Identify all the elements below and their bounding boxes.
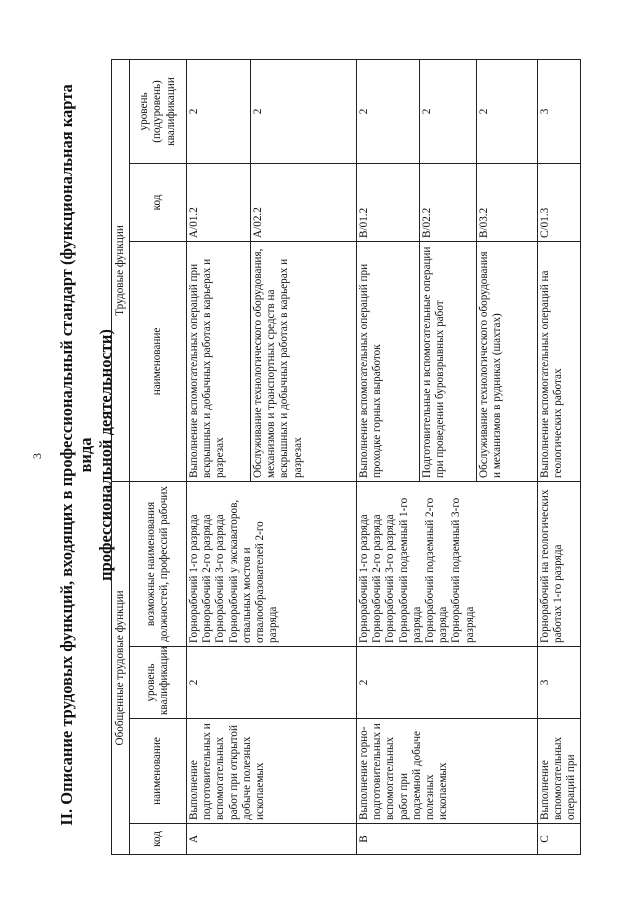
row-a-function-2-name: Обслуживание технологического оборудования, механизмов и транспортных средств на вскрышных и добычных работах в карьерах и разрезах (251, 241, 357, 481)
header-level: уровень квалификации (130, 647, 187, 719)
header-function-name: наименование (130, 241, 187, 481)
row-b-function-1-code: B/01.2 (357, 163, 420, 241)
header-function-level: уровень (подуровень) квалификации (130, 59, 187, 163)
header-function-code: код (130, 163, 187, 241)
row-b-code: B (357, 824, 538, 855)
row-b-function-3-name: Обслуживание технологического оборудования и механизмов в рудниках (шахтах) (477, 241, 538, 481)
header-labor-functions: Трудовые функции (112, 59, 130, 481)
row-b-function-3-code: B/03.2 (477, 163, 538, 241)
row-c-function-1-name: Выполнение вспомогательных операций на геологических работах (538, 241, 581, 481)
row-b-function-2-level: 2 (420, 59, 477, 163)
row-c-level: 3 (538, 647, 581, 719)
row-c-function-1-code: C/01.3 (538, 163, 581, 241)
row-b-positions: Горнорабочий 1-го разряда Горнорабочий 2-го разряда Горнорабочий 3-го разряда Горнорабочий подземный 1-го разряда Горнорабочий подземный 2-го разряда Горнорабочий подземный 3-го разряда (357, 481, 538, 646)
header-positions: возможные наименования должностей, профессий рабочих (130, 481, 187, 646)
row-a-function-2-code: A/02.2 (251, 163, 357, 241)
section-title (57, 65, 115, 845)
row-c-code: C (538, 824, 581, 855)
section-title-line-1: II. Описание трудовых функций, входящих в профессиональный стандарт (функциональная карта вида (57, 84, 96, 826)
header-generalized-functions: Обобщенные трудовые функции (112, 481, 130, 854)
row-a-level: 2 (187, 647, 357, 719)
row-b-level: 2 (357, 647, 538, 719)
row-b-name: Выполнение горно-подготовительных и вспомогательных работ при подземной добыче полезных ископаемых (357, 719, 538, 824)
row-a-code: A (187, 824, 357, 855)
row-a-function-1-level: 2 (187, 59, 251, 163)
row-b-function-2-code: B/02.2 (420, 163, 477, 241)
row-c-name: Выполнение вспомогательных операций при (538, 719, 581, 824)
row-b-function-2-name: Подготовительные и вспомогательные операции при проведении буровзрывных работ (420, 241, 477, 481)
row-a-function-1-name: Выполнение вспомогательных операций при вскрышных и добычных работах в карьерах и разрезах (187, 241, 251, 481)
row-a-function-2-level: 2 (251, 59, 357, 163)
row-b-function-3-level: 2 (477, 59, 538, 163)
row-a-positions: Горнорабочий 1-го разряда Горнорабочий 2-го разряда Горнорабочий 3-го разряда Горнорабочий у экскаваторов, отвальных мостов и отвалообразователей 2-го разряда (187, 481, 357, 646)
functional-map-table (111, 59, 581, 855)
section-title-line-2: профессиональной деятельности) (95, 329, 115, 581)
row-b-function-1-level: 2 (357, 59, 420, 163)
header-code: код (130, 824, 187, 855)
row-a-name: Выполнение подготовительных и вспомогательных работ при открытой добыче полезных ископаемых (187, 719, 357, 824)
row-a-function-1-code: A/01.2 (187, 163, 251, 241)
row-c-function-1-level: 3 (538, 59, 581, 163)
header-name: наименование (130, 719, 187, 824)
row-b-function-1-name: Выполнение вспомогательных операций при проходке горных выработок (357, 241, 420, 481)
row-c-positions: Горнорабочий на геологических работах 1-го разряда (538, 481, 581, 646)
page-number: 3 (30, 453, 44, 459)
